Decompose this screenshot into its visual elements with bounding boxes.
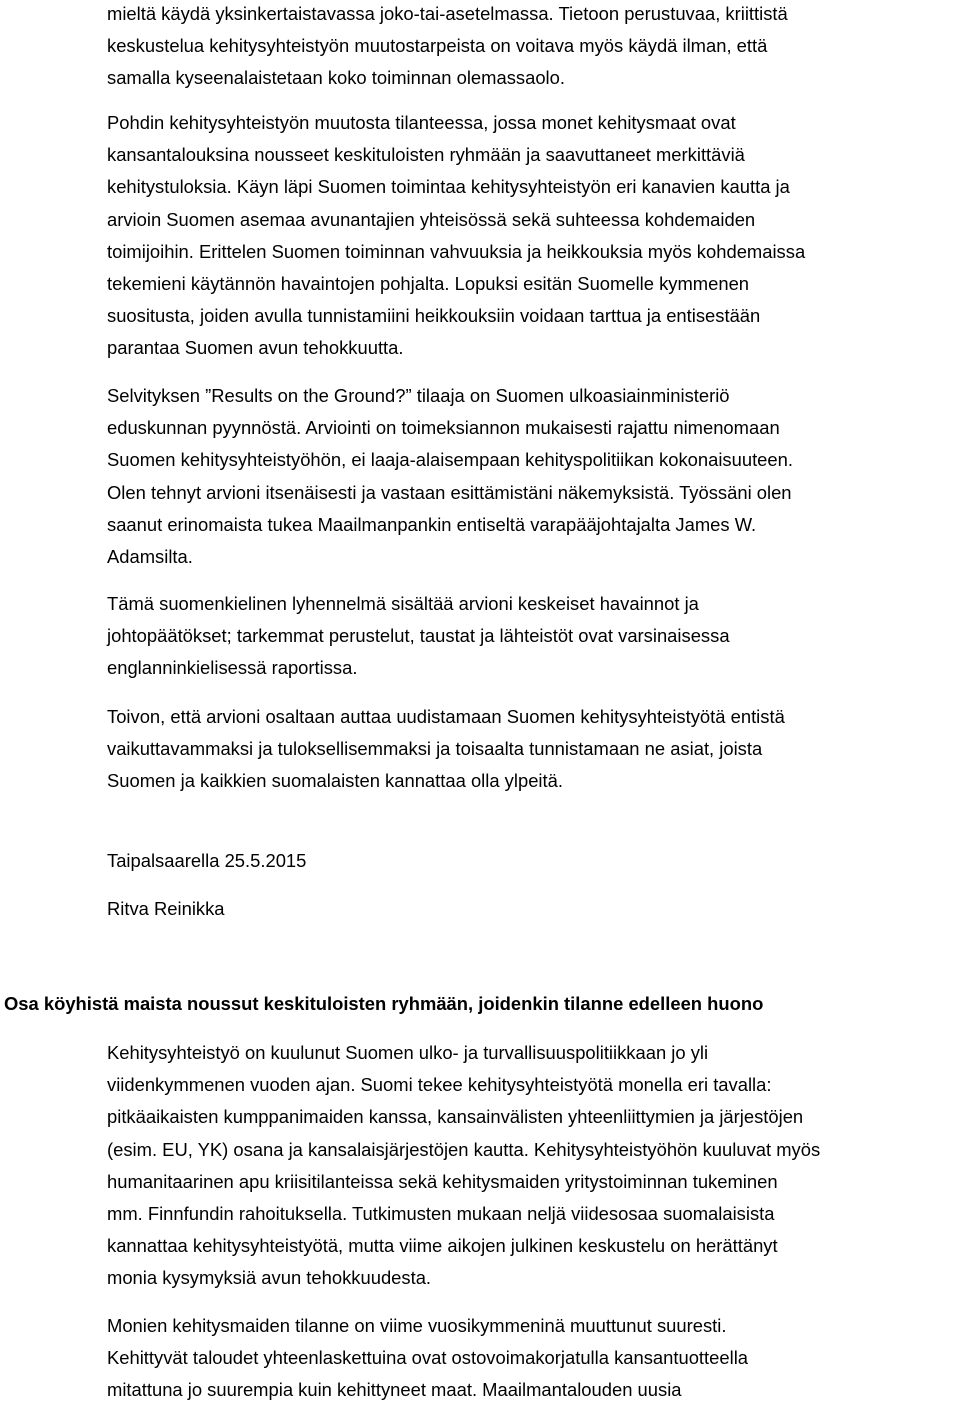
text-line: keskustelua kehitysyhteistyön muutostarpeista on voitava myös käydä ilman, että [107,35,768,57]
paragraph-section-1 [107,1037,957,1295]
place-date [107,845,957,877]
paragraph-approach [107,107,957,365]
text-line: eduskunnan pyynnöstä. Arviointi on toimeksiannon mukaisesti rajattu nimenomaan [107,417,780,439]
text-line: Suomen kehitysyhteistyöhön, ei laaja-alaisempaan kehityspolitiikan kokonaisuuteen. [107,449,793,471]
text-line: Toivon, että arvioni osaltaan auttaa uudistamaan Suomen kehitysyhteistyötä entistä [107,706,785,727]
text-line: Kehittyvät taloudet yhteenlaskettuina ovat ostovoimakorjatulla kansantuotteella [107,1347,749,1369]
text-line: Monien kehitysmaiden tilanne on viime vuosikymmeninä muuttunut suuresti. [107,1315,727,1336]
paragraph-intro-tail [107,0,957,95]
text-line: mitattuna jo suurempia kuin kehittyneet maat. Maailmantalouden uusia [107,1379,682,1401]
paragraph-commission [107,380,957,573]
text-line: toimijoihin. Erittelen Suomen toiminnan vahvuuksia ja heikkouksia myös kohdemaissa [107,240,806,262]
text-line: Tämä suomenkielinen lyhennelmä sisältää arvioni keskeiset havainnot ja [107,593,699,614]
paragraph-section-2 [107,1310,957,1407]
text-line: pitkäaikaisten kumppanimaiden kanssa, kansainvälisten yhteenliittymien ja järjestöjen [107,1106,804,1128]
text-line: mieltä käydä yksinkertaistavassa joko-tai-asetelmassa. Tietoon perustuvaa, kriittistä [107,3,788,24]
text-line: Pohdin kehitysyhteistyön muutosta tilanteessa, jossa monet kehitysmaat ovat [107,112,736,133]
section-heading: Osa köyhistä maista noussut keskituloisten ryhmään, joidenkin tilanne edelleen huono [4,993,764,1014]
text-line: suositusta, joiden avulla tunnistamiini heikkouksiin voidaan tarttua ja entisestään [107,305,761,327]
place-date-text: Taipalsaarella 25.5.2015 [107,850,307,871]
text-line: Kehitysyhteistyö on kuulunut Suomen ulko- ja turvallisuuspolitiikkaan jo yli [107,1042,709,1063]
author-signature [107,893,957,925]
author-name: Ritva Reinikka [107,898,225,919]
text-line: Selvityksen ”Results on the Ground?” tilaaja on Suomen ulkoasiainministeriö [107,385,730,406]
text-line: (esim. EU, YK) osana ja kansalaisjärjestöjen kautta. Kehitysyhteistyöhön kuuluvat myös [107,1138,821,1160]
text-line: englanninkielisessä raportissa. [107,657,358,679]
text-line: saanut erinomaista tukea Maailmanpankin entiseltä varapääjohtajalta James W. [107,513,757,535]
text-line: Olen tehnyt arvioni itsenäisesti ja vastaan esittämistäni näkemyksistä. Työssäni olen [107,481,792,503]
text-line: johtopäätökset; tarkemmat perustelut, taustat ja lähteistöt ovat varsinaisessa [107,625,730,647]
text-line: humanitaarinen apu kriisitilanteissa sekä kehitysmaiden yritystoiminnan tukeminen [107,1170,778,1192]
text-line: arvioin Suomen asemaa avunantajien yhteisössä sekä suhteessa kohdemaiden [107,208,756,230]
text-line: Adamsilta. [107,546,193,568]
text-line: vaikuttavammaksi ja tuloksellisemmaksi ja toisaalta tunnistamaan ne asiat, joista [107,738,763,760]
paragraph-hope [107,701,957,798]
text-line: kannattaa kehitysyhteistyötä, mutta viime aikojen julkinen keskustelu on herättänyt [107,1235,778,1257]
text-line: kansantalouksina nousseet keskituloisten ryhmään ja saavuttaneet merkittäviä [107,144,745,166]
text-line: samalla kyseenalaistetaan koko toiminnan olemassaolo. [107,67,565,89]
text-line: tekemieni käytännön havaintojen pohjalta. Lopuksi esitän Suomelle kymmenen [107,273,750,295]
text-line: kehitystuloksia. Käyn läpi Suomen toimintaa kehitysyhteistyön eri kanavien kautta ja [107,176,790,198]
text-line: viidenkymmenen vuoden ajan. Suomi tekee kehitysyhteistyötä monella eri tavalla: [107,1074,772,1096]
text-line: mm. Finnfundin rahoituksella. Tutkimusten mukaan neljä viidesosaa suomalaisista [107,1203,775,1225]
text-line: Suomen ja kaikkien suomalaisten kannattaa olla ylpeitä. [107,770,563,792]
paragraph-summary [107,588,957,685]
text-line: monia kysymyksiä avun tehokkuudesta. [107,1267,432,1289]
text-line: parantaa Suomen avun tehokkuutta. [107,337,404,359]
